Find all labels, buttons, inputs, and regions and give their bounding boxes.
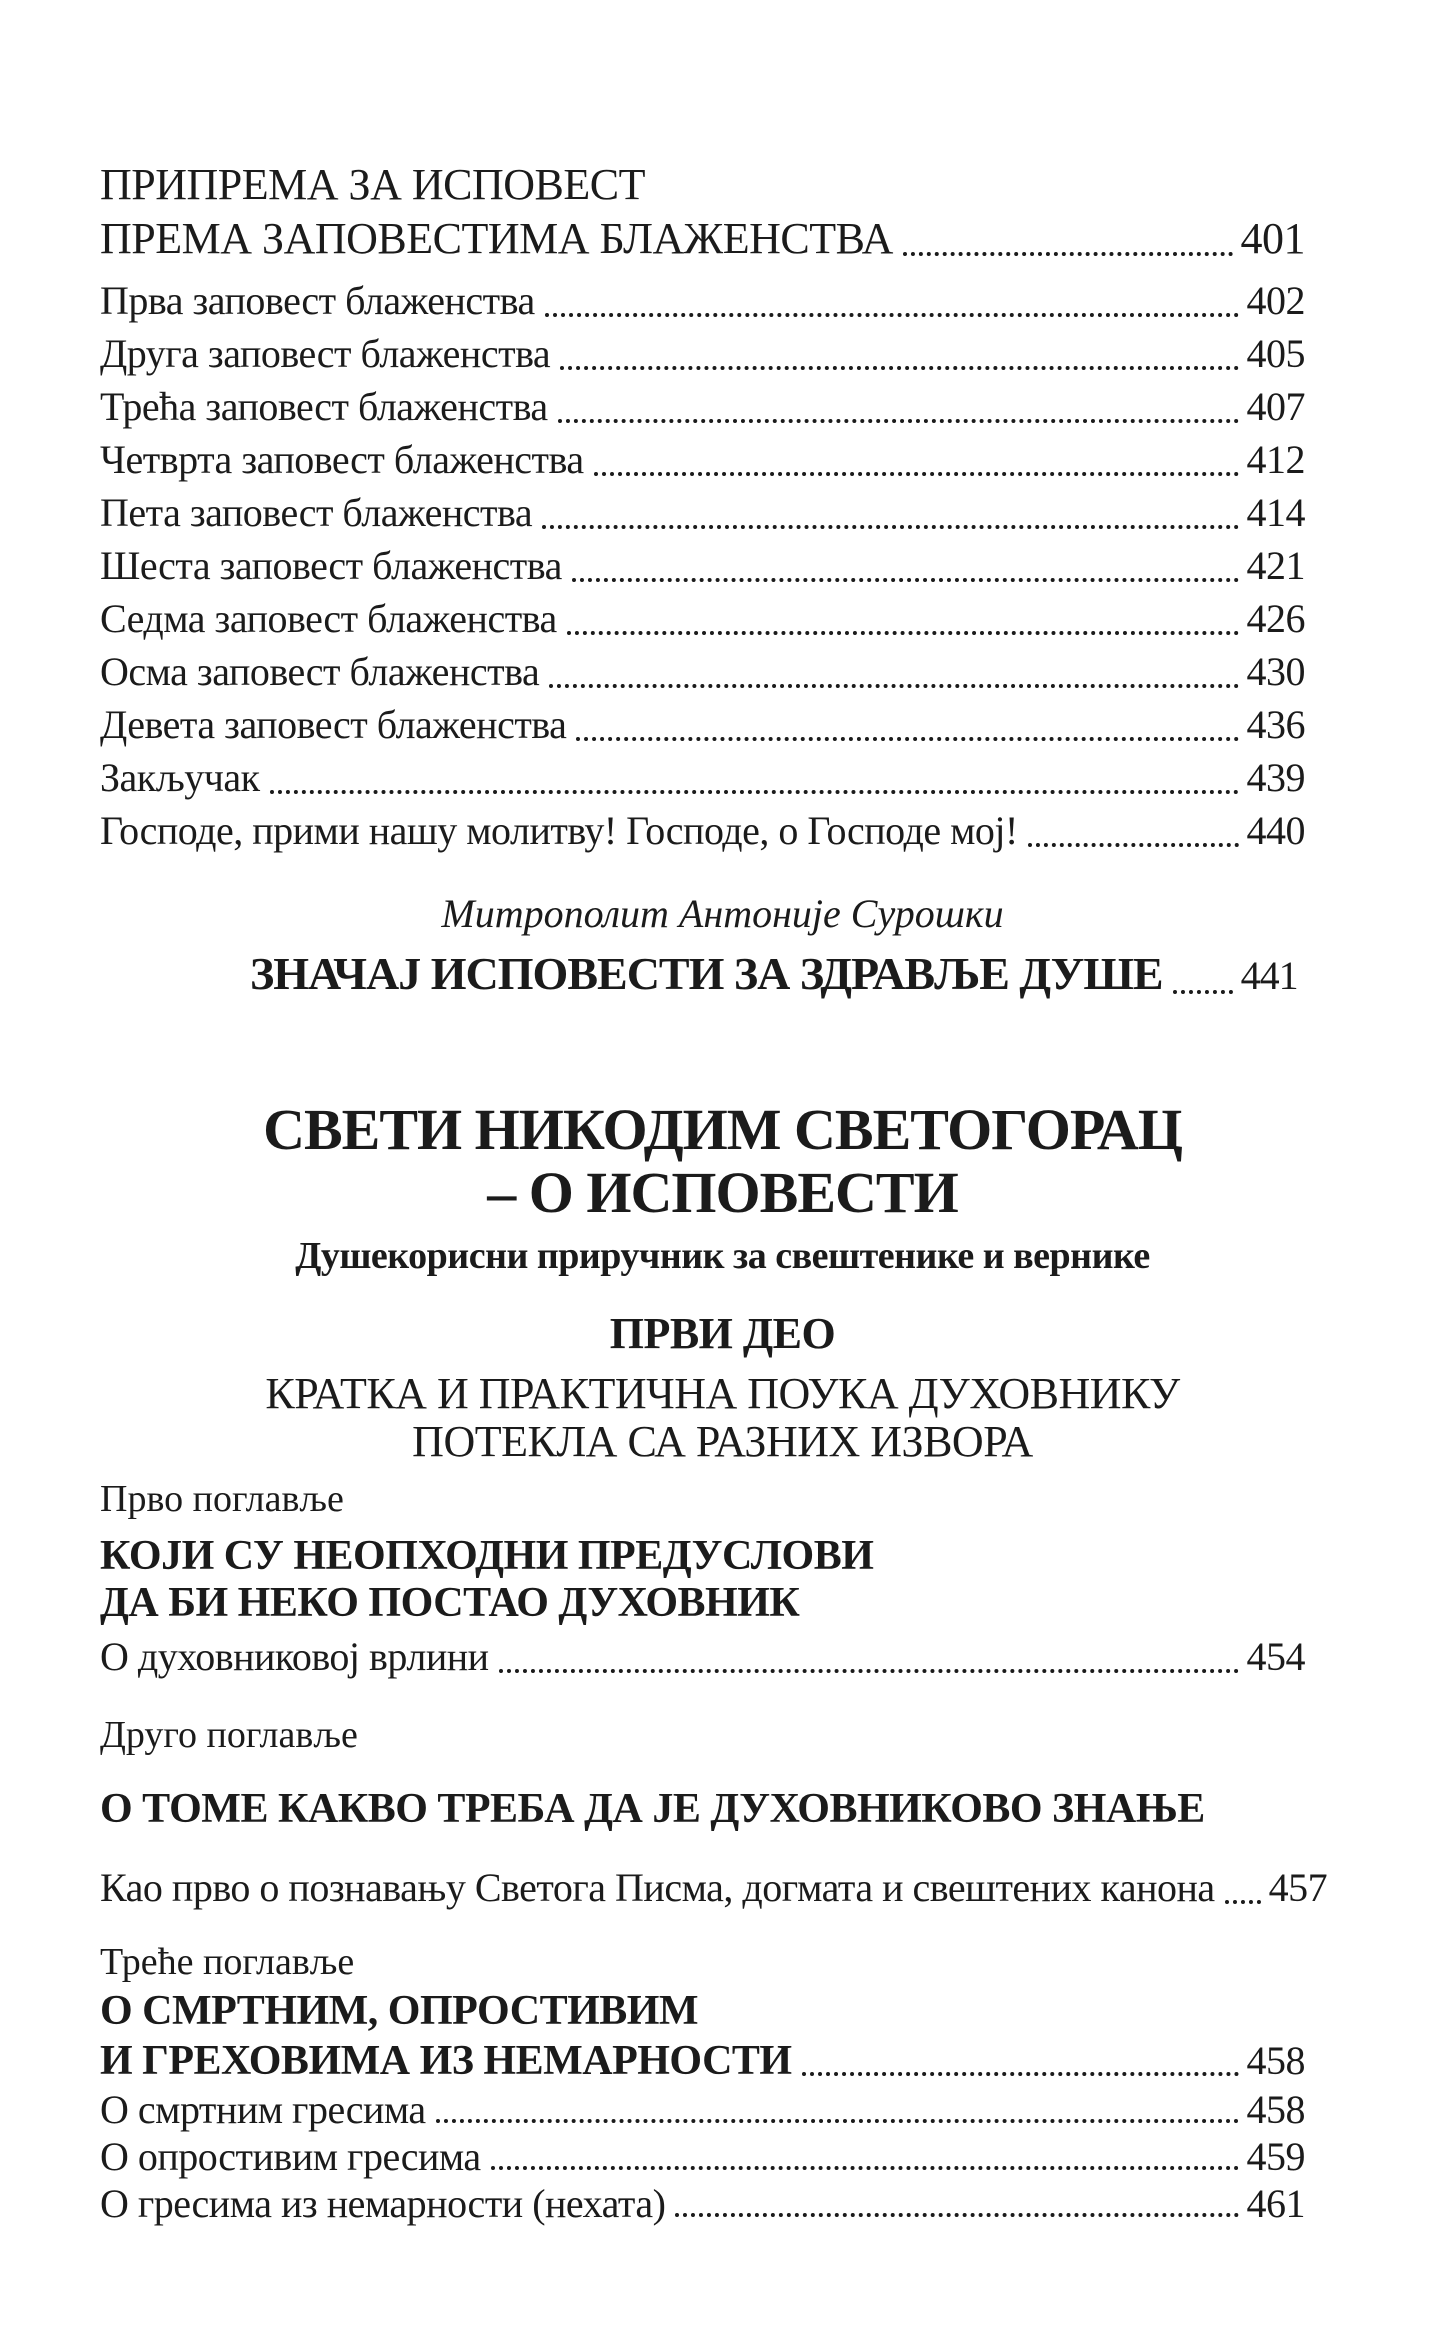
dot-leader	[903, 252, 1233, 256]
toc-entry-label: Трећа заповест блаженства	[100, 384, 548, 429]
toc-entry-label: Пета заповест блаженства	[100, 490, 533, 535]
chapter3-title-line2-row	[100, 2036, 1345, 2086]
chapter3-title-page: 458	[1246, 2038, 1305, 2083]
toc-entry-label: Четврта заповест блаженства	[100, 437, 584, 482]
toc-entry	[100, 1861, 1345, 1914]
dot-leader	[594, 472, 1239, 476]
book-title	[100, 1098, 1345, 1224]
part-title	[100, 1370, 1345, 1466]
toc-entry	[100, 539, 1345, 592]
dot-leader	[549, 684, 1238, 688]
dot-leader	[675, 2213, 1238, 2217]
toc-entry-page: 402	[1246, 278, 1305, 323]
toc-entry	[100, 751, 1345, 804]
toc-entry	[100, 486, 1345, 539]
toc-entry-label: Прва заповест блаженства	[100, 278, 535, 323]
toc-entry	[100, 380, 1345, 433]
toc-entry-label: Осма заповест блаженства	[100, 649, 540, 694]
chapter1-title	[100, 1533, 1345, 1627]
metropolitan-author: Митрополит Антоније Сурошки	[441, 891, 1004, 936]
metropolitan-title: ЗНАЧАЈ ИСПОВЕСТИ ЗА ЗДРАВЉЕ ДУШЕ	[250, 948, 1163, 999]
book-title-line1: СВЕТИ НИКОДИМ СВЕТОГОРАЦ	[263, 1097, 1182, 1162]
toc-entry-label: О опростивим гресима	[100, 2134, 481, 2179]
dot-leader	[1028, 843, 1239, 847]
toc-entry	[100, 698, 1345, 751]
toc-entry-page: 426	[1246, 596, 1305, 641]
toc-entry-label: Седма заповест блаженства	[100, 596, 557, 641]
toc-entry-page: 439	[1246, 755, 1305, 800]
toc-entry-page: 454	[1246, 1634, 1305, 1679]
toc-entry-page: 457	[1268, 1865, 1328, 1910]
toc-entry-label: Девета заповест блаженства	[100, 702, 567, 747]
toc-entry-label: О духовниковој врлини	[100, 1634, 489, 1679]
chapter1-title-line1: КОЈИ СУ НЕОПХОДНИ ПРЕДУСЛОВИ	[100, 1533, 874, 1579]
toc-entry-page: 459	[1246, 2134, 1305, 2179]
toc-entry	[100, 2086, 1345, 2133]
dot-leader	[558, 419, 1239, 423]
toc-entry	[100, 2133, 1345, 2180]
chapter1-label: Прво поглавље	[100, 1478, 344, 1520]
toc-entry-page: 412	[1246, 437, 1305, 482]
dot-leader	[802, 2072, 1239, 2076]
toc-entry	[100, 327, 1345, 380]
toc-entry	[100, 2180, 1345, 2227]
toc-entry-page: 414	[1246, 490, 1305, 535]
toc-entry-page: 405	[1246, 331, 1305, 376]
toc-entry-label: О смртним гресима	[100, 2087, 426, 2132]
toc-entry-page: 458	[1246, 2087, 1305, 2132]
toc-entry-page: 430	[1246, 649, 1305, 694]
toc-entry-page: 407	[1246, 384, 1305, 429]
toc-entry-page: 461	[1246, 2181, 1305, 2226]
section1-entries	[100, 274, 1345, 857]
toc-entry	[100, 274, 1345, 327]
toc-entry-label: Друга заповест блаженства	[100, 331, 551, 376]
section1-heading-page: 401	[1240, 214, 1305, 263]
section1-heading-line1: ПРИПРЕМА ЗА ИСПОВЕСТ	[100, 160, 645, 209]
part-title-line1: КРАТКА И ПРАКТИЧНА ПОУКА ДУХОВНИКУ	[265, 1369, 1180, 1418]
dot-leader	[491, 2166, 1239, 2170]
toc-entry-page: 440	[1246, 808, 1305, 853]
dot-leader	[542, 525, 1238, 529]
book-title-line2: – О ИСПОВЕСТИ	[487, 1160, 958, 1225]
dot-leader	[567, 631, 1239, 635]
chapter2-label: Друго поглавље	[100, 1714, 358, 1756]
dot-leader	[545, 313, 1239, 317]
dot-leader	[560, 366, 1238, 370]
toc-entry-page: 436	[1246, 702, 1305, 747]
toc-entry	[100, 645, 1345, 698]
dot-leader	[576, 737, 1238, 741]
metropolitan-title-row	[100, 944, 1345, 1006]
dot-leader	[1173, 990, 1233, 994]
toc-entry-label: Као прво о познавању Светога Писма, догмата и свештених канона	[100, 1865, 1215, 1910]
toc-entry	[100, 592, 1345, 645]
chapter1-title-line2: ДА БИ НЕКО ПОСТАО ДУХОВНИК	[100, 1580, 800, 1626]
dot-leader	[1225, 1900, 1261, 1904]
toc-entry-label: Шеста заповест блаженства	[100, 543, 562, 588]
toc-entry-label: О гресима из немарности (нехата)	[100, 2181, 666, 2226]
book-subtitle: Душекорисни приручник за свештенике и вернике	[295, 1235, 1150, 1277]
metropolitan-page: 441	[1240, 953, 1298, 998]
toc-entry-page: 421	[1246, 543, 1305, 588]
dot-leader	[499, 1669, 1239, 1673]
toc-entry	[100, 1630, 1345, 1683]
dot-leader	[436, 2119, 1239, 2123]
toc-entry-label: Господе, прими нашу молитву! Господе, о Господе мој!	[100, 808, 1018, 853]
chapter3-title-line1: О СМРТНИМ, ОПРОСТИВИМ	[100, 1988, 699, 2034]
section1-heading-line2-row	[100, 212, 1345, 266]
chapter3-label: Треће поглавље	[100, 1941, 355, 1983]
toc-entry	[100, 804, 1345, 857]
part-title-line2: ПОТЕКЛА СА РАЗНИХ ИЗВОРА	[412, 1417, 1033, 1466]
section1-heading-line2: ПРЕМА ЗАПОВЕСТИМА БЛАЖЕНСТВА	[100, 214, 893, 263]
chapter3-title-line2: И ГРЕХОВИМА ИЗ НЕМАРНОСТИ	[100, 2038, 792, 2084]
dot-leader	[572, 578, 1239, 582]
part-label: ПРВИ ДЕО	[609, 1309, 836, 1358]
chapter2-title: О ТОМЕ КАКВО ТРЕБА ДА ЈЕ ДУХОВНИКОВО ЗНАЊЕ	[100, 1786, 1205, 1832]
dot-leader	[270, 790, 1239, 794]
toc-entry-label: Закључак	[100, 755, 260, 800]
toc-entry	[100, 433, 1345, 486]
